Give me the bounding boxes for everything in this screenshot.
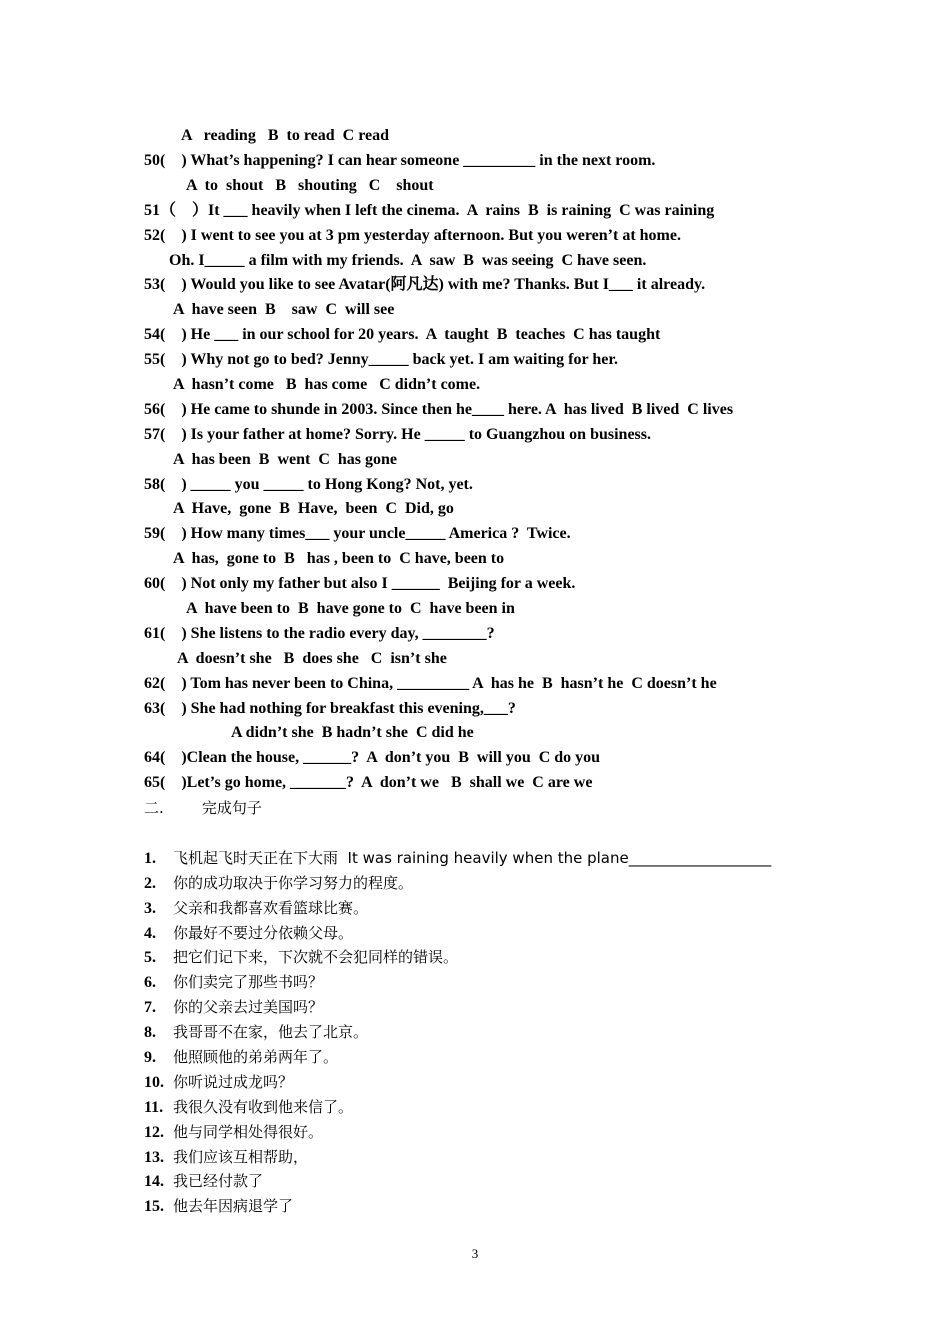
sentence-number: 5. bbox=[144, 949, 156, 966]
sentence-number: 3. bbox=[144, 900, 156, 917]
question-line: 59( ) How many times___ your uncle_____ America ? Twice. bbox=[144, 525, 571, 542]
question-line: 65( )Let’s go home, _______? A don’t we B shall we C are we bbox=[144, 774, 593, 791]
section-two-title: 二. 完成句子 bbox=[144, 799, 262, 817]
question-line: 64( )Clean the house, ______? A don’t you B will you C do you bbox=[144, 749, 601, 766]
sentence-number: 8. bbox=[144, 1024, 156, 1041]
sentence-text: 我很久没有收到他来信了。 bbox=[173, 1098, 354, 1116]
sentence-text: 你的成功取决于你学习努力的程度。 bbox=[173, 874, 414, 892]
sentence-text: 他去年因病退学了 bbox=[173, 1197, 294, 1215]
question-line: 62( ) Tom has never been to China, _________ A has he B hasn’t he C doesn’t he bbox=[144, 675, 717, 692]
sentence-text: 把它们记下来，下次就不会犯同样的错误。 bbox=[173, 948, 459, 966]
question-line: 53( ) Would you like to see Avatar(阿凡达) with me? Thanks. But I___ it already. bbox=[144, 276, 706, 293]
sentence-text: 你最好不要过分依赖父母。 bbox=[173, 924, 354, 942]
question-line: A hasn’t come B has come C didn’t come. bbox=[173, 376, 481, 393]
question-line: 57( ) Is your father at home? Sorry. He _____ to Guangzhou on business. bbox=[144, 426, 651, 443]
question-line: A has, gone to B has , been to C have, been to bbox=[173, 550, 505, 567]
sentence-text: 你的父亲去过美国吗？ bbox=[173, 998, 324, 1016]
sentence-item bbox=[144, 995, 323, 1019]
sentence-text: 我已经付款了 bbox=[173, 1172, 264, 1190]
sentence-number: 14. bbox=[144, 1173, 164, 1190]
sentence-text: 父亲和我都喜欢看篮球比赛。 bbox=[173, 899, 369, 917]
question-line: A have seen B saw C will see bbox=[173, 301, 395, 318]
sentence-item bbox=[144, 1095, 353, 1119]
sentence-item bbox=[144, 970, 323, 994]
question-line: 63( ) She had nothing for breakfast this evening,___? bbox=[144, 700, 516, 717]
question-line: A didn’t she B hadn’t she C did he bbox=[231, 724, 474, 741]
question-line: 51（ ）It ___ heavily when I left the cinema. A rains B is raining C was raining bbox=[144, 202, 715, 219]
sentence-item bbox=[144, 945, 458, 969]
question-line: 56( ) He came to shunde in 2003. Since then he____ here. A has lived B lived C lives bbox=[144, 401, 734, 418]
sentence-text: 飞机起飞时天正在下大雨 It was raining heavily when the plane___________________ bbox=[173, 849, 772, 867]
sentence-item bbox=[144, 1145, 308, 1169]
sentence-item bbox=[144, 896, 368, 920]
question-line: 50( ) What’s happening? I can hear someone _________ in the next room. bbox=[144, 152, 656, 169]
question-line: A have been to B have gone to C have been in bbox=[186, 600, 515, 617]
page-number: 3 bbox=[471, 1246, 479, 1261]
sentence-text: 你们卖完了那些书吗？ bbox=[173, 973, 324, 991]
sentence-number: 4. bbox=[144, 925, 156, 942]
sentence-item bbox=[144, 1070, 293, 1094]
sentence-number: 12. bbox=[144, 1124, 164, 1141]
sentence-item bbox=[144, 871, 413, 895]
sentence-number: 6. bbox=[144, 974, 156, 991]
question-line: A has been B went C has gone bbox=[173, 451, 398, 468]
question-line: 61( ) She listens to the radio every day, ________? bbox=[144, 625, 495, 642]
sentence-text: 他照顾他的弟弟两年了。 bbox=[173, 1048, 339, 1066]
sentence-number: 10. bbox=[144, 1074, 164, 1091]
sentence-number: 13. bbox=[144, 1149, 164, 1166]
sentence-number: 7. bbox=[144, 999, 156, 1016]
question-line: 60( ) Not only my father but also I ______ Beijing for a week. bbox=[144, 575, 576, 592]
sentence-number: 15. bbox=[144, 1198, 164, 1215]
question-line: Oh. I_____ a film with my friends. A saw B was seeing C have seen. bbox=[169, 252, 647, 269]
question-line: A Have, gone B Have, been C Did, go bbox=[173, 500, 454, 517]
question-line: A doesn’t she B does she C isn’t she bbox=[177, 650, 447, 667]
sentence-number: 1. bbox=[144, 850, 156, 867]
sentence-text: 他与同学相处得很好。 bbox=[173, 1123, 324, 1141]
question-line: 58( ) _____ you _____ to Hong Kong? Not, yet. bbox=[144, 476, 473, 493]
question-line: 54( ) He ___ in our school for 20 years. A taught B teaches C has taught bbox=[144, 326, 661, 343]
sentence-item bbox=[144, 846, 771, 870]
sentence-item bbox=[144, 1169, 263, 1193]
sentence-item bbox=[144, 1194, 293, 1218]
question-line: 55( ) Why not go to bed? Jenny_____ back yet. I am waiting for her. bbox=[144, 351, 618, 368]
question-line: 52( ) I went to see you at 3 pm yesterday afternoon. But you weren’t at home. bbox=[144, 227, 681, 244]
question-line: A reading B to read C read bbox=[181, 127, 390, 144]
sentence-item bbox=[144, 921, 353, 945]
question-line: A to shout B shouting C shout bbox=[186, 177, 434, 194]
sentence-number: 9. bbox=[144, 1049, 156, 1066]
sentence-item bbox=[144, 1045, 338, 1069]
sentence-number: 11. bbox=[144, 1099, 164, 1116]
sentence-text: 你听说过成龙吗？ bbox=[173, 1073, 294, 1091]
sentence-text: 我们应该互相帮助， bbox=[173, 1148, 309, 1166]
sentence-text: 我哥哥不在家，他去了北京。 bbox=[173, 1023, 369, 1041]
sentence-item bbox=[144, 1020, 368, 1044]
sentence-number: 2. bbox=[144, 875, 156, 892]
sentence-item bbox=[144, 1120, 323, 1144]
